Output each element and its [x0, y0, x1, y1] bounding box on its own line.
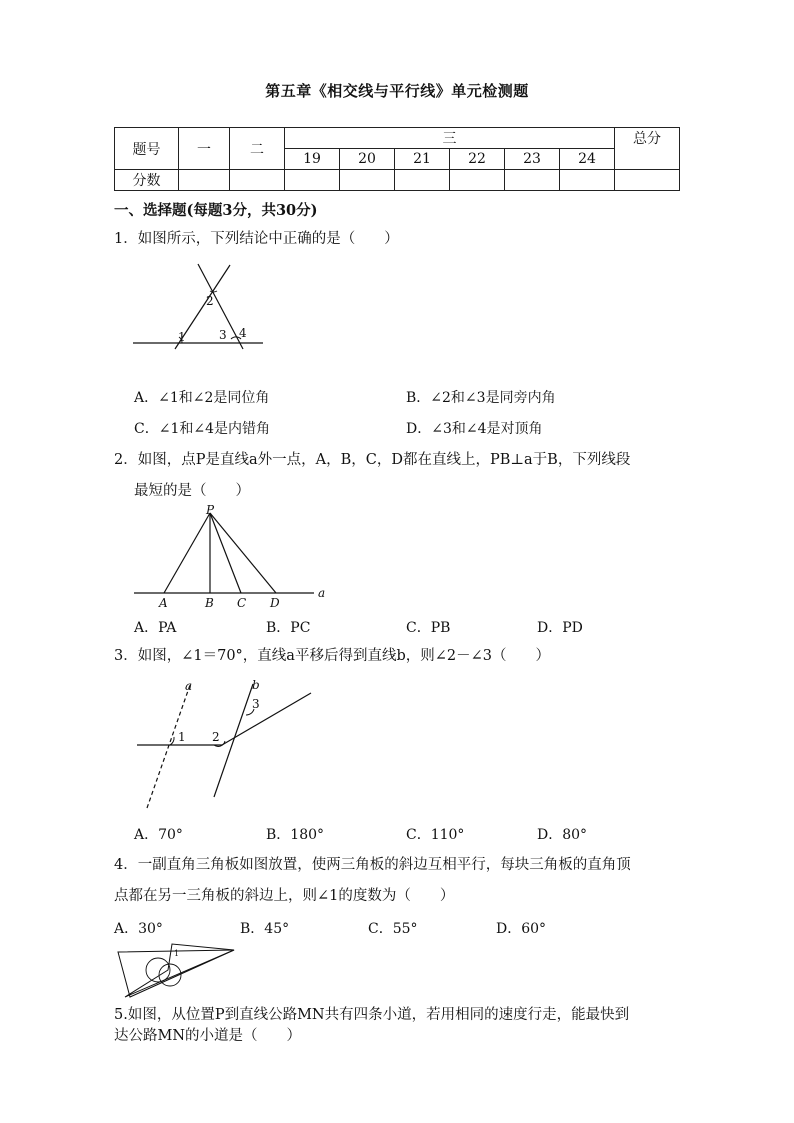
option-d[interactable]: D．∠3和∠4是对顶角: [406, 421, 543, 437]
section-heading: 一、选择题(每题3分，共30分): [114, 202, 318, 219]
question-5-stem-cont: 达公路MN的小道是（ ）: [114, 1028, 302, 1044]
score-row-label: 分数: [115, 170, 179, 191]
score-cell[interactable]: [179, 170, 230, 191]
option-b[interactable]: B．180°: [266, 827, 325, 843]
score-cell[interactable]: [340, 170, 395, 191]
option-b[interactable]: B．45°: [240, 921, 290, 937]
question-4-stem-cont: 点都在另一三角板的斜边上，则∠1的度数为（ ）: [114, 888, 455, 904]
question-5-stem: 5.如图，从位置P到直线公路MN共有四条小道，若用相同的速度行走，能最快到: [114, 1007, 630, 1023]
question-number-header: 题号: [115, 128, 179, 170]
angle-label: 2: [212, 730, 220, 744]
angle-label: 1: [178, 330, 186, 344]
point-label: C: [237, 596, 247, 610]
line-label: a: [185, 679, 193, 693]
angle-label: 1: [174, 949, 180, 958]
option-a[interactable]: A．∠1和∠2是同位角: [134, 390, 270, 406]
option-b[interactable]: B．PC: [266, 620, 311, 636]
question-2-figure: [130, 503, 335, 613]
angle-label: 2: [206, 294, 214, 308]
part-one-header: 一: [179, 128, 230, 170]
score-cell[interactable]: [615, 170, 680, 191]
option-d[interactable]: D．60°: [496, 921, 547, 937]
question-number-cell: 19: [285, 149, 340, 170]
option-a[interactable]: A．PA: [134, 620, 177, 636]
point-label: P: [206, 503, 215, 517]
question-4-figure: [116, 942, 241, 1002]
point-label: B: [205, 596, 214, 610]
score-cell[interactable]: [230, 170, 285, 191]
page-title: 第五章《相交线与平行线》单元检测题: [265, 82, 529, 100]
total-score-header: 总分: [615, 128, 680, 170]
point-label: A: [159, 596, 168, 610]
option-b[interactable]: B．∠2和∠3是同旁内角: [406, 390, 556, 406]
question-number-cell: 23: [505, 149, 560, 170]
question-1-stem: 1．如图所示，下列结论中正确的是（ ）: [114, 231, 399, 247]
option-a[interactable]: A．70°: [134, 827, 183, 843]
option-c[interactable]: C．∠1和∠4是内错角: [134, 421, 270, 437]
question-number-cell: 24: [560, 149, 615, 170]
line-label: b: [252, 678, 260, 692]
question-number-cell: 21: [395, 149, 450, 170]
part-three-header: 三: [285, 128, 615, 149]
score-cell[interactable]: [450, 170, 505, 191]
question-2-stem-cont: 最短的是（ ）: [134, 483, 250, 499]
question-3-figure: [130, 675, 315, 810]
question-number-cell: 22: [450, 149, 505, 170]
option-d[interactable]: D．80°: [537, 827, 588, 843]
angle-label: 1: [178, 730, 186, 744]
option-a[interactable]: A．30°: [114, 921, 163, 937]
score-table: [114, 127, 680, 191]
line-label: a: [318, 586, 326, 600]
angle-label: 4: [239, 326, 247, 340]
score-cell[interactable]: [560, 170, 615, 191]
question-4-stem: 4．一副直角三角板如图放置，使两三角板的斜边互相平行，每块三角板的直角顶: [114, 857, 631, 873]
option-d[interactable]: D．PD: [537, 620, 583, 636]
part-two-header: 二: [230, 128, 285, 170]
score-cell[interactable]: [505, 170, 560, 191]
question-1-figure: [130, 260, 270, 355]
question-2-stem: 2．如图，点P是直线a外一点，A，B，C，D都在直线上，PB⊥a于B，下列线段: [114, 452, 631, 468]
option-c[interactable]: C．PB: [406, 620, 451, 636]
angle-label: 3: [252, 697, 260, 711]
score-cell[interactable]: [395, 170, 450, 191]
point-label: D: [270, 596, 280, 610]
option-c[interactable]: C．55°: [368, 921, 418, 937]
angle-label: 3: [219, 328, 227, 342]
question-3-stem: 3．如图，∠1＝70°，直线a平移后得到直线b，则∠2－∠3（ ）: [114, 648, 550, 664]
option-c[interactable]: C．110°: [406, 827, 465, 843]
score-cell[interactable]: [285, 170, 340, 191]
question-number-cell: 20: [340, 149, 395, 170]
